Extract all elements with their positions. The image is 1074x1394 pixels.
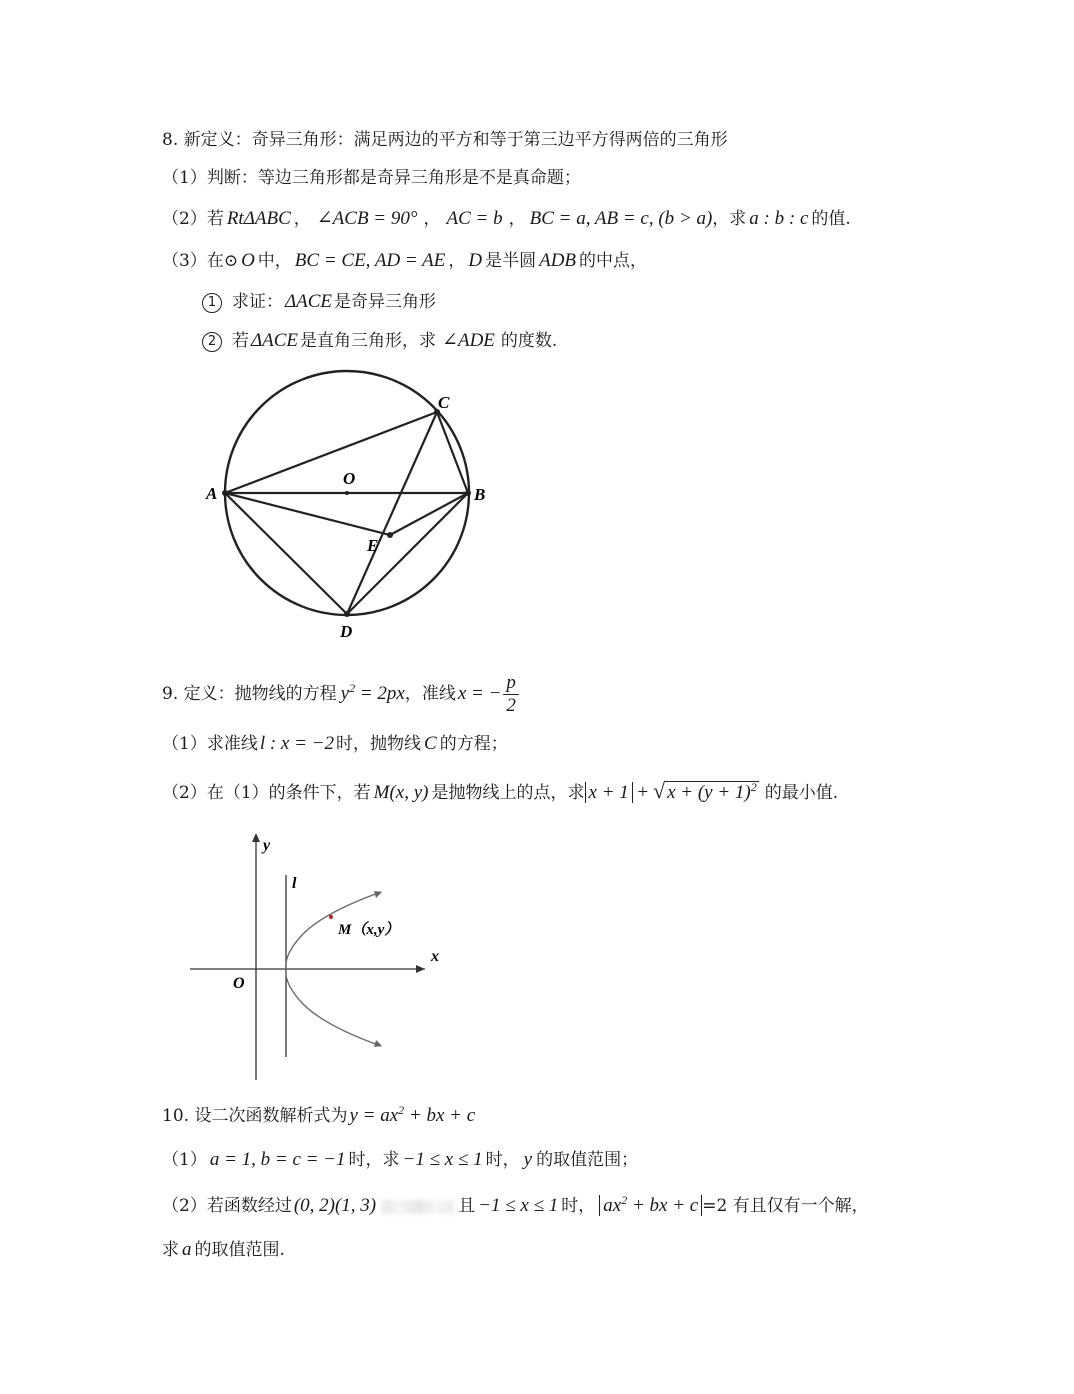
q8-sub1: 1 求证： ΔACE 是奇异三角形 (202, 290, 436, 314)
label-c: C (438, 393, 450, 412)
q8-part3: （3）在⊙ O 中， BC = CE, AD = AE ， D 是半圆 ADB 的中点， (162, 250, 648, 271)
point-a (222, 490, 228, 496)
point-o (345, 491, 349, 495)
label-o: O (233, 975, 245, 992)
label-l: l (292, 875, 297, 892)
label-d: D (340, 622, 353, 641)
q10-part1: （1） a = 1, b = c = −1 时，求 −1 ≤ x ≤ 1 时， y 的取值范围； (162, 1149, 639, 1170)
point-b (465, 490, 471, 496)
circled-number-1: 1 (202, 293, 222, 313)
q8-part2: （2）若 RtΔABC ， ∠ACB = 90° ， AC = b ， BC = a, AB = c, (b > a)，求 a : b : c 的值. (162, 208, 851, 229)
label-a: A (206, 484, 218, 503)
parabola-arrow-top (374, 891, 382, 898)
label-e: E (367, 536, 379, 555)
q9-part2: （2）在（1）的条件下，若 M(x, y) 是抛物线上的点，求 x + 1 + √ $x + (y + 1)^2$ 的最小值. (162, 778, 839, 803)
parabola-arrow-bottom (374, 1040, 382, 1047)
label-b: B (474, 485, 486, 504)
q9-part1: （1）求准线 l : x = −2 时，抛物线 C 的方程； (162, 733, 508, 754)
q10-title: 10. 设二次函数解析式为 $y = ax^2$ + bx + c (162, 1103, 476, 1126)
label-y: y (263, 837, 271, 854)
parabola-figure (185, 830, 455, 1085)
q8-title: 8. 新定义：奇异三角形：满足两边的平方和等于第三边平方得两倍的三角形 (162, 130, 728, 150)
point-d (344, 611, 350, 617)
q8-sub2: 2 若 ΔACE 是直角三角形，求 ∠ADE 的度数. (202, 329, 557, 353)
label-o: O (343, 469, 356, 488)
x-axis-arrow (416, 965, 425, 973)
circled-number-2: 2 (202, 332, 222, 352)
q10-part3: 求 a 的取值范围. (162, 1239, 285, 1260)
blurred-region (382, 1200, 454, 1214)
segment-eb (390, 493, 468, 535)
point-m (329, 915, 333, 919)
q8-part1: （1）判断：等边三角形都是奇异三角形是不是真命题； (162, 168, 581, 188)
q9-title: 9. 定义：抛物线的方程 $y^2 = 2px$，准线 x = − $\frac{p}{2}$ (162, 668, 519, 720)
fraction-p-over-2: $\frac{p}{2}$ (503, 672, 519, 717)
label-m: M（x,y） (338, 922, 400, 938)
segment-db (347, 493, 468, 614)
q10-part2: （2）若函数经过 (0, 2)(1, 3) 且 −1 ≤ x ≤ 1 时， $ax^2$ + bx + c =2 有且仅有一个解， (162, 1193, 869, 1216)
circle-figure (195, 365, 505, 650)
segment-ad (225, 493, 347, 614)
y-axis-arrow (252, 833, 260, 842)
point-e (387, 532, 393, 538)
label-x: x (431, 948, 439, 965)
segment-ae (225, 493, 390, 535)
